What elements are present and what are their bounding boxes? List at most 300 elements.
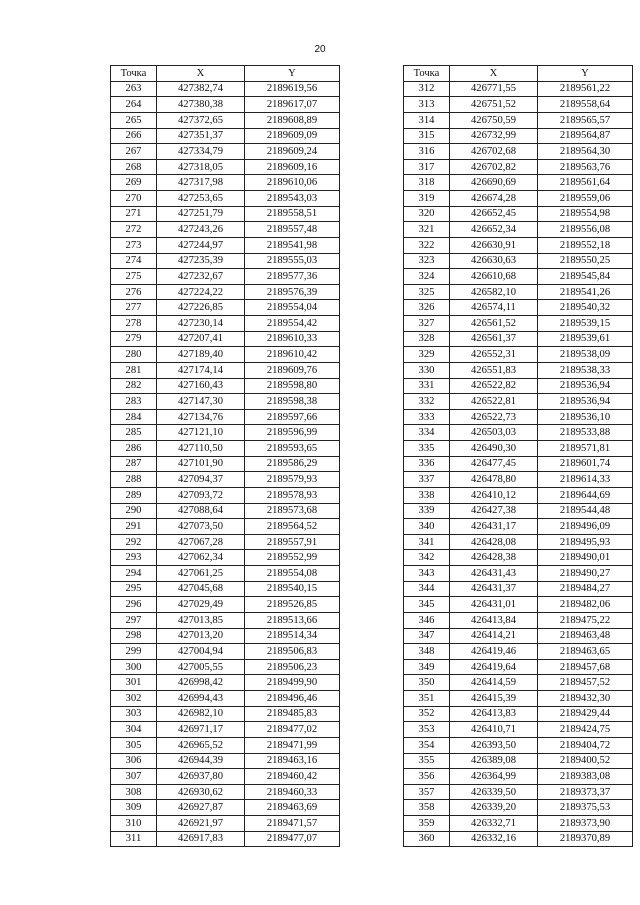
table-row [111, 612, 340, 628]
y-coordinate-cell: 2189608,89 [245, 112, 340, 128]
point-number-cell: 270 [111, 191, 157, 207]
table-row [404, 691, 633, 707]
y-coordinate-cell: 2189544,48 [538, 503, 633, 519]
y-coordinate-cell: 2189598,38 [245, 394, 340, 410]
y-coordinate-cell: 2189460,42 [245, 769, 340, 785]
point-number-cell: 310 [111, 816, 157, 832]
point-number-cell: 313 [404, 97, 450, 113]
y-coordinate-cell: 2189460,33 [245, 784, 340, 800]
y-coordinate-cell: 2189554,04 [245, 300, 340, 316]
y-coordinate-cell: 2189557,91 [245, 534, 340, 550]
point-number-cell: 274 [111, 253, 157, 269]
point-number-cell: 351 [404, 691, 450, 707]
point-number-cell: 277 [111, 300, 157, 316]
x-coordinate-cell: 427147,30 [157, 394, 245, 410]
y-coordinate-cell: 2189463,65 [538, 644, 633, 660]
y-coordinate-cell: 2189576,39 [245, 284, 340, 300]
x-coordinate-cell: 426431,43 [450, 566, 538, 582]
point-number-cell: 273 [111, 237, 157, 253]
point-number-cell: 341 [404, 534, 450, 550]
x-coordinate-cell: 426339,20 [450, 800, 538, 816]
x-coordinate-cell: 427380,38 [157, 97, 245, 113]
y-coordinate-cell: 2189593,65 [245, 441, 340, 457]
point-number-cell: 317 [404, 159, 450, 175]
table-row [404, 144, 633, 160]
x-coordinate-cell: 426428,08 [450, 534, 538, 550]
x-coordinate-cell: 427061,25 [157, 566, 245, 582]
point-number-cell: 280 [111, 347, 157, 363]
y-coordinate-cell: 2189490,27 [538, 566, 633, 582]
y-coordinate-cell: 2189485,83 [245, 706, 340, 722]
coordinates-table-left [110, 65, 340, 847]
table-row [111, 253, 340, 269]
point-number-cell: 352 [404, 706, 450, 722]
x-coordinate-cell: 426419,64 [450, 659, 538, 675]
x-coordinate-cell: 426364,99 [450, 769, 538, 785]
point-number-cell: 281 [111, 362, 157, 378]
x-coordinate-cell: 426750,59 [450, 112, 538, 128]
point-number-cell: 295 [111, 581, 157, 597]
y-coordinate-cell: 2189556,08 [538, 222, 633, 238]
point-number-cell: 320 [404, 206, 450, 222]
table-row [111, 659, 340, 675]
point-number-cell: 337 [404, 472, 450, 488]
table-row [404, 503, 633, 519]
table-row [404, 612, 633, 628]
y-coordinate-cell: 2189373,90 [538, 816, 633, 832]
point-number-cell: 269 [111, 175, 157, 191]
x-coordinate-cell: 426751,52 [450, 97, 538, 113]
y-coordinate-cell: 2189558,51 [245, 206, 340, 222]
x-coordinate-cell: 426561,37 [450, 331, 538, 347]
x-coordinate-cell: 426771,55 [450, 81, 538, 97]
x-coordinate-cell: 427318,05 [157, 159, 245, 175]
point-number-cell: 330 [404, 362, 450, 378]
x-coordinate-cell: 427029,49 [157, 597, 245, 613]
table-row [111, 112, 340, 128]
point-number-cell: 284 [111, 409, 157, 425]
y-coordinate-cell: 2189561,64 [538, 175, 633, 191]
table-row [404, 159, 633, 175]
x-coordinate-cell: 426419,46 [450, 644, 538, 660]
point-number-cell: 319 [404, 191, 450, 207]
x-coordinate-cell: 426674,28 [450, 191, 538, 207]
table-row [111, 487, 340, 503]
table-row [404, 456, 633, 472]
x-coordinate-cell: 427253,65 [157, 191, 245, 207]
table-row [404, 487, 633, 503]
y-coordinate-cell: 2189539,15 [538, 316, 633, 332]
x-coordinate-cell: 427110,50 [157, 441, 245, 457]
table-row [404, 237, 633, 253]
y-coordinate-cell: 2189471,99 [245, 737, 340, 753]
table-row [111, 816, 340, 832]
x-coordinate-cell: 426944,39 [157, 753, 245, 769]
x-coordinate-cell: 427160,43 [157, 378, 245, 394]
table-row [111, 737, 340, 753]
point-number-cell: 358 [404, 800, 450, 816]
point-number-cell: 272 [111, 222, 157, 238]
table-row [111, 831, 340, 847]
point-number-cell: 354 [404, 737, 450, 753]
table-row [404, 316, 633, 332]
y-coordinate-cell: 2189563,76 [538, 159, 633, 175]
x-coordinate-cell: 426431,01 [450, 597, 538, 613]
table-header-row [404, 66, 633, 82]
x-coordinate-cell: 426332,71 [450, 816, 538, 832]
table-row [404, 362, 633, 378]
y-coordinate-cell: 2189526,85 [245, 597, 340, 613]
point-number-cell: 355 [404, 753, 450, 769]
table-header-row [111, 66, 340, 82]
point-number-cell: 316 [404, 144, 450, 160]
y-coordinate-cell: 2189557,48 [245, 222, 340, 238]
table-row [111, 769, 340, 785]
y-coordinate-cell: 2189550,25 [538, 253, 633, 269]
x-coordinate-cell: 426431,37 [450, 581, 538, 597]
x-coordinate-cell: 427093,72 [157, 487, 245, 503]
y-coordinate-cell: 2189598,80 [245, 378, 340, 394]
x-coordinate-cell: 426431,17 [450, 519, 538, 535]
y-coordinate-cell: 2189499,90 [245, 675, 340, 691]
table-row [404, 816, 633, 832]
point-number-cell: 286 [111, 441, 157, 457]
point-number-cell: 302 [111, 691, 157, 707]
table-row [404, 300, 633, 316]
point-number-cell: 312 [404, 81, 450, 97]
table-row [111, 269, 340, 285]
x-coordinate-cell: 426413,84 [450, 612, 538, 628]
x-coordinate-cell: 426332,16 [450, 831, 538, 847]
x-coordinate-cell: 426414,21 [450, 628, 538, 644]
y-coordinate-cell: 2189514,34 [245, 628, 340, 644]
x-coordinate-cell: 426702,68 [450, 144, 538, 160]
y-coordinate-cell: 2189614,33 [538, 472, 633, 488]
x-coordinate-cell: 427317,98 [157, 175, 245, 191]
point-number-cell: 340 [404, 519, 450, 535]
y-coordinate-cell: 2189578,93 [245, 487, 340, 503]
x-coordinate-cell: 426630,91 [450, 237, 538, 253]
point-number-cell: 283 [111, 394, 157, 410]
table-row [111, 378, 340, 394]
table-row [404, 378, 633, 394]
point-number-cell: 287 [111, 456, 157, 472]
y-coordinate-cell: 2189564,30 [538, 144, 633, 160]
x-coordinate-cell: 427101,90 [157, 456, 245, 472]
x-coordinate-cell: 426917,83 [157, 831, 245, 847]
x-coordinate-cell: 426389,08 [450, 753, 538, 769]
point-number-cell: 289 [111, 487, 157, 503]
y-coordinate-cell: 2189554,98 [538, 206, 633, 222]
point-number-cell: 353 [404, 722, 450, 738]
y-coordinate-cell: 2189490,01 [538, 550, 633, 566]
point-number-cell: 343 [404, 566, 450, 582]
point-number-cell: 339 [404, 503, 450, 519]
point-number-cell: 332 [404, 394, 450, 410]
table-row [404, 831, 633, 847]
x-coordinate-cell: 426971,17 [157, 722, 245, 738]
x-coordinate-cell: 426478,80 [450, 472, 538, 488]
point-number-cell: 346 [404, 612, 450, 628]
point-number-cell: 356 [404, 769, 450, 785]
header-x: X [450, 66, 538, 82]
x-coordinate-cell: 426994,43 [157, 691, 245, 707]
point-number-cell: 331 [404, 378, 450, 394]
table-row [111, 394, 340, 410]
x-coordinate-cell: 427045,68 [157, 581, 245, 597]
point-number-cell: 338 [404, 487, 450, 503]
x-coordinate-cell: 426965,52 [157, 737, 245, 753]
point-number-cell: 324 [404, 269, 450, 285]
table-row [111, 175, 340, 191]
y-coordinate-cell: 2189545,84 [538, 269, 633, 285]
table-row [404, 472, 633, 488]
point-number-cell: 276 [111, 284, 157, 300]
point-number-cell: 333 [404, 409, 450, 425]
table-row [111, 128, 340, 144]
point-number-cell: 303 [111, 706, 157, 722]
y-coordinate-cell: 2189541,26 [538, 284, 633, 300]
coordinates-table-right [403, 65, 633, 847]
point-number-cell: 267 [111, 144, 157, 160]
point-number-cell: 264 [111, 97, 157, 113]
table-row [404, 737, 633, 753]
y-coordinate-cell: 2189432,30 [538, 691, 633, 707]
x-coordinate-cell: 427134,76 [157, 409, 245, 425]
point-number-cell: 309 [111, 800, 157, 816]
table-row [111, 409, 340, 425]
y-coordinate-cell: 2189610,42 [245, 347, 340, 363]
point-number-cell: 360 [404, 831, 450, 847]
x-coordinate-cell: 426393,50 [450, 737, 538, 753]
point-number-cell: 314 [404, 112, 450, 128]
table-row [111, 581, 340, 597]
table-row [111, 503, 340, 519]
table-row [111, 597, 340, 613]
table-row [404, 191, 633, 207]
y-coordinate-cell: 2189539,61 [538, 331, 633, 347]
table-row [404, 784, 633, 800]
y-coordinate-cell: 2189609,76 [245, 362, 340, 378]
x-coordinate-cell: 426930,62 [157, 784, 245, 800]
table-row [111, 316, 340, 332]
table-row [111, 566, 340, 582]
point-number-cell: 308 [111, 784, 157, 800]
point-number-cell: 342 [404, 550, 450, 566]
point-number-cell: 347 [404, 628, 450, 644]
y-coordinate-cell: 2189429,44 [538, 706, 633, 722]
y-coordinate-cell: 2189564,87 [538, 128, 633, 144]
x-coordinate-cell: 426998,42 [157, 675, 245, 691]
y-coordinate-cell: 2189619,56 [245, 81, 340, 97]
point-number-cell: 322 [404, 237, 450, 253]
x-coordinate-cell: 427351,37 [157, 128, 245, 144]
table-row [404, 112, 633, 128]
table-row [111, 472, 340, 488]
table-row [404, 659, 633, 675]
point-number-cell: 336 [404, 456, 450, 472]
x-coordinate-cell: 427189,40 [157, 347, 245, 363]
x-coordinate-cell: 426522,82 [450, 378, 538, 394]
y-coordinate-cell: 2189463,16 [245, 753, 340, 769]
table-row [111, 628, 340, 644]
x-coordinate-cell: 427088,64 [157, 503, 245, 519]
point-number-cell: 325 [404, 284, 450, 300]
x-coordinate-cell: 426652,45 [450, 206, 538, 222]
x-coordinate-cell: 426490,30 [450, 441, 538, 457]
y-coordinate-cell: 2189457,68 [538, 659, 633, 675]
y-coordinate-cell: 2189370,89 [538, 831, 633, 847]
y-coordinate-cell: 2189484,27 [538, 581, 633, 597]
x-coordinate-cell: 426410,71 [450, 722, 538, 738]
y-coordinate-cell: 2189540,15 [245, 581, 340, 597]
y-coordinate-cell: 2189644,69 [538, 487, 633, 503]
table-row [404, 534, 633, 550]
x-coordinate-cell: 427062,34 [157, 550, 245, 566]
table-row [404, 394, 633, 410]
point-number-cell: 357 [404, 784, 450, 800]
x-coordinate-cell: 427207,41 [157, 331, 245, 347]
point-number-cell: 306 [111, 753, 157, 769]
table-row [111, 722, 340, 738]
table-row [404, 597, 633, 613]
table-row [404, 566, 633, 582]
y-coordinate-cell: 2189383,08 [538, 769, 633, 785]
table-row [111, 300, 340, 316]
table-row [404, 706, 633, 722]
y-coordinate-cell: 2189610,33 [245, 331, 340, 347]
y-coordinate-cell: 2189375,53 [538, 800, 633, 816]
table-row [111, 800, 340, 816]
point-number-cell: 268 [111, 159, 157, 175]
table-row [111, 675, 340, 691]
table-row [404, 425, 633, 441]
x-coordinate-cell: 426503,03 [450, 425, 538, 441]
y-coordinate-cell: 2189577,36 [245, 269, 340, 285]
y-coordinate-cell: 2189609,09 [245, 128, 340, 144]
x-coordinate-cell: 426630,63 [450, 253, 538, 269]
x-coordinate-cell: 426652,34 [450, 222, 538, 238]
point-number-cell: 359 [404, 816, 450, 832]
table-row [111, 81, 340, 97]
point-number-cell: 350 [404, 675, 450, 691]
y-coordinate-cell: 2189558,64 [538, 97, 633, 113]
y-coordinate-cell: 2189477,07 [245, 831, 340, 847]
y-coordinate-cell: 2189579,93 [245, 472, 340, 488]
y-coordinate-cell: 2189538,09 [538, 347, 633, 363]
point-number-cell: 292 [111, 534, 157, 550]
table-row [404, 222, 633, 238]
y-coordinate-cell: 2189400,52 [538, 753, 633, 769]
point-number-cell: 293 [111, 550, 157, 566]
table-row [404, 753, 633, 769]
table-row [404, 206, 633, 222]
point-number-cell: 349 [404, 659, 450, 675]
x-coordinate-cell: 427005,55 [157, 659, 245, 675]
table-row [404, 175, 633, 191]
table-row [111, 97, 340, 113]
table-row [404, 722, 633, 738]
x-coordinate-cell: 426561,52 [450, 316, 538, 332]
x-coordinate-cell: 426522,73 [450, 409, 538, 425]
x-coordinate-cell: 426937,80 [157, 769, 245, 785]
y-coordinate-cell: 2189617,07 [245, 97, 340, 113]
point-number-cell: 300 [111, 659, 157, 675]
table-row [111, 441, 340, 457]
table-row [111, 706, 340, 722]
point-number-cell: 299 [111, 644, 157, 660]
y-coordinate-cell: 2189565,57 [538, 112, 633, 128]
x-coordinate-cell: 427382,74 [157, 81, 245, 97]
y-coordinate-cell: 2189596,99 [245, 425, 340, 441]
table-row [111, 331, 340, 347]
y-coordinate-cell: 2189538,33 [538, 362, 633, 378]
x-coordinate-cell: 426927,87 [157, 800, 245, 816]
point-number-cell: 321 [404, 222, 450, 238]
point-number-cell: 328 [404, 331, 450, 347]
y-coordinate-cell: 2189554,08 [245, 566, 340, 582]
x-coordinate-cell: 426552,31 [450, 347, 538, 363]
x-coordinate-cell: 426610,68 [450, 269, 538, 285]
x-coordinate-cell: 426415,39 [450, 691, 538, 707]
y-coordinate-cell: 2189506,23 [245, 659, 340, 675]
table-row [111, 784, 340, 800]
y-coordinate-cell: 2189554,42 [245, 316, 340, 332]
table-row [111, 284, 340, 300]
point-number-cell: 305 [111, 737, 157, 753]
x-coordinate-cell: 426732,99 [450, 128, 538, 144]
table-row [404, 331, 633, 347]
y-coordinate-cell: 2189513,66 [245, 612, 340, 628]
x-coordinate-cell: 427013,20 [157, 628, 245, 644]
y-coordinate-cell: 2189571,81 [538, 441, 633, 457]
point-number-cell: 275 [111, 269, 157, 285]
y-coordinate-cell: 2189610,06 [245, 175, 340, 191]
y-coordinate-cell: 2189536,10 [538, 409, 633, 425]
y-coordinate-cell: 2189463,69 [245, 800, 340, 816]
x-coordinate-cell: 426551,83 [450, 362, 538, 378]
table-row [111, 534, 340, 550]
table-row [111, 550, 340, 566]
point-number-cell: 298 [111, 628, 157, 644]
table-row [111, 753, 340, 769]
point-number-cell: 301 [111, 675, 157, 691]
header-y: Y [245, 66, 340, 82]
table-row [111, 425, 340, 441]
point-number-cell: 348 [404, 644, 450, 660]
table-row [404, 269, 633, 285]
table-row [111, 519, 340, 535]
y-coordinate-cell: 2189573,68 [245, 503, 340, 519]
table-row [111, 456, 340, 472]
table-row [111, 362, 340, 378]
point-number-cell: 335 [404, 441, 450, 457]
point-number-cell: 279 [111, 331, 157, 347]
table-row [404, 347, 633, 363]
table-row [111, 237, 340, 253]
table-row [404, 550, 633, 566]
point-number-cell: 297 [111, 612, 157, 628]
point-number-cell: 307 [111, 769, 157, 785]
y-coordinate-cell: 2189463,48 [538, 628, 633, 644]
x-coordinate-cell: 426582,10 [450, 284, 538, 300]
x-coordinate-cell: 427244,97 [157, 237, 245, 253]
table-row [404, 441, 633, 457]
point-number-cell: 345 [404, 597, 450, 613]
y-coordinate-cell: 2189601,74 [538, 456, 633, 472]
table-row [404, 628, 633, 644]
y-coordinate-cell: 2189477,02 [245, 722, 340, 738]
